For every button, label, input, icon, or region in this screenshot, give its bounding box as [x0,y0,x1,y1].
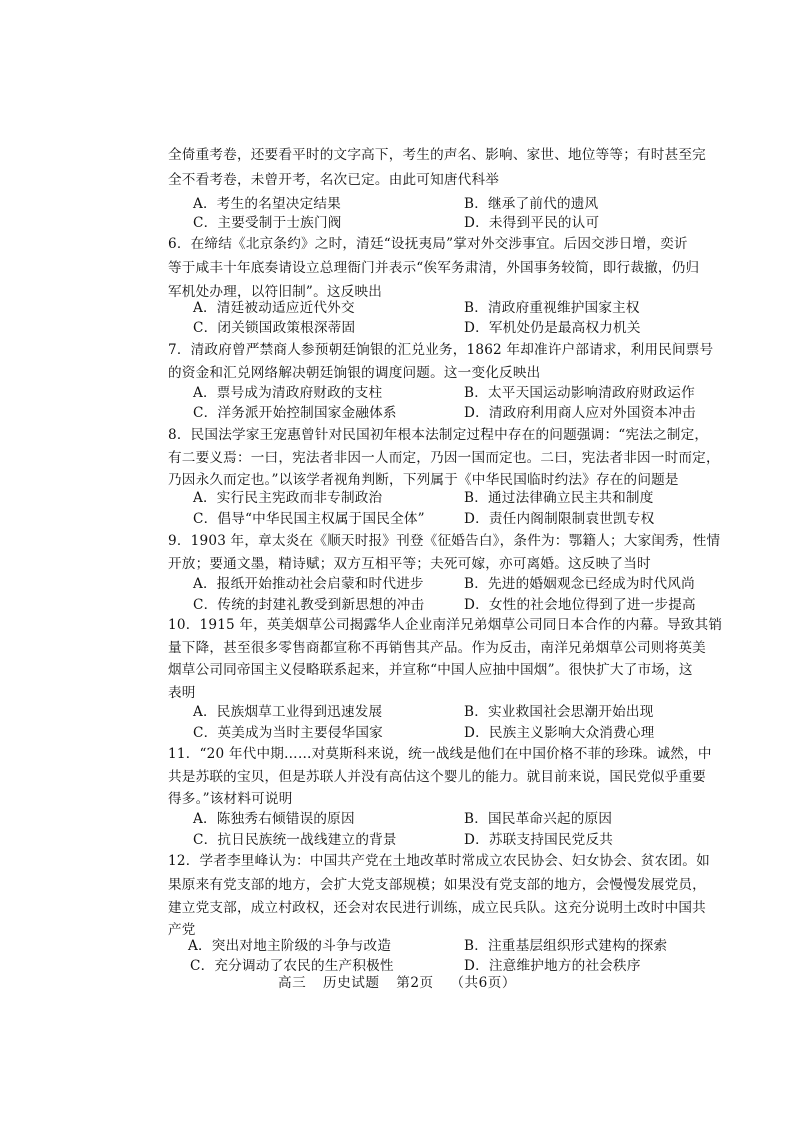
q6-option-a: A．清廷被动适应近代外交 [193,300,355,316]
q11-option-c: C．抗日民族统一战线建立的背景 [193,832,397,848]
q8-stem-line-1: 8．民国法学家王宠惠曾针对民国初年根本法制定过程中存在的问题强调：“宪法之制定， [168,427,709,443]
q10-stem-line-2: 量下降，甚至很多零售商都宣称不再销售其产品。作为反击，南洋兄弟烟草公司则将英美 [168,640,706,656]
q8-option-d: D．责任内阁制限制袁世凯专权 [464,511,655,527]
q10-option-a: A．民族烟草工业得到迅速发展 [193,704,383,720]
q12-option-b: B．注重基层组织形式建构的探索 [464,938,668,954]
q5-stem-line-1: 全倚重考卷，还要看平时的文字高下，考生的声名、影响、家世、地位等等；有时甚至完 [168,147,706,163]
q9-option-d: D．女性的社会地位得到了进一步提高 [464,597,696,613]
footer-grade: 高三 [278,975,307,991]
q10-option-d: D．民族主义影响大众消费心理 [464,725,655,741]
q12-option-a: A．突出对地主阶级的斗争与改造 [188,938,392,954]
q5-stem-line-2: 全不看考卷，未曾开考，名次已定。由此可知唐代科举 [168,172,500,188]
q7-stem-line-2: 的资金和汇兑网络解决朝廷饷银的调度问题。这一变化反映出 [168,365,541,381]
q7-option-a: A．票号成为清政府财政的支柱 [193,385,383,401]
q10-option-c: C．英美成为当时主要侵华国家 [193,725,383,741]
q11-option-d: D．苏联支持国民党反共 [464,832,614,848]
q11-option-a: A．陈独秀右倾错误的原因 [193,811,355,827]
q5-option-a: A．考生的名望决定结果 [193,196,341,212]
q9-option-a: A．报纸开始推动社会启蒙和时代进步 [193,576,424,592]
q6-option-d: D．军机处仍是最高权力机关 [464,320,641,336]
q6-option-b: B．清政府重视维护国家主权 [464,300,640,316]
footer-page-number: 第2页 [396,975,434,991]
q7-option-b: B．太平天国运动影响清政府财政运作 [464,385,695,401]
q12-stem-line-4: 产党 [168,922,196,938]
q6-stem-line-2: 等于咸丰十年底奏请设立总理衙门并表示“俟军务肃清，外国事务较简，即行裁撤，仍归 [168,260,700,276]
q12-option-d: D．注意维护地方的社会秩序 [464,958,641,974]
q8-stem-line-3: 乃因永久而定也。”以该学者视角判断，下列属于《中华民国临时约法》存在的问题是 [168,472,679,488]
q9-stem-line-1: 9．1903 年，章太炎在《顺天时报》刊登《征婚告白》，条件为：鄂籍人；大家闺秀，性情 [168,533,721,549]
q11-stem-line-2: 共是苏联的宝贝，但是苏联人并没有高估这个婴儿的能力。就目前来说，国民党似乎重要 [168,769,706,785]
q12-stem-line-2: 果原来有党支部的地方，会扩大党支部规模；如果没有党支部的地方，会慢慢发展党员， [168,877,706,893]
q10-stem-line-3: 烟草公司同帝国主义侵略联系起来，并宣称“中国人应抽中国烟”。很快扩大了市场，这 [168,662,693,678]
q6-stem-line-3: 军机处办理，以符旧制”。这反映出 [168,284,383,300]
q11-stem-line-1: 11．“20 年代中期……对莫斯科来说，统一战线是他们在中国价格不菲的珍珠。诚然，中 [168,746,712,762]
q6-stem-line-1: 6．在缔结《北京条约》之时，清廷“设抚夷局”掌对外交涉事宜。后因交涉日增，奕䜣 [168,236,688,252]
q6-option-c: C．闭关锁国政策根深蒂固 [193,320,356,336]
q5-option-c: C．主要受制于士族门阀 [193,215,342,231]
q12-option-c: C．充分调动了农民的生产积极性 [190,958,394,974]
q5-option-d: D．未得到平民的认可 [464,215,600,231]
q10-stem-line-4: 表明 [168,685,196,701]
q7-option-d: D．清政府利用商人应对外国资本冲击 [464,405,696,421]
q9-option-c: C．传统的封建礼教受到新思想的冲击 [193,597,425,613]
q8-option-a: A．实行民主宪政而非专制政治 [193,490,383,506]
q8-stem-line-2: 有二要义焉：一曰，宪法者非因一人而定，乃因一国而定也。二曰，宪法者非因一时而定， [168,450,720,466]
q9-option-b: B．先进的婚姻观念已经成为时代风尚 [464,576,695,592]
q11-option-b: B．国民革命兴起的原因 [464,811,613,827]
page-footer [0,973,794,993]
footer-subject: 历史试题 [323,975,380,991]
q8-option-b: B．通过法律确立民主共和制度 [464,490,654,506]
q9-stem-line-2: 开放；要通文墨，精诗赋；双方互相平等；夫死可嫁，亦可离婚。这反映了当时 [168,556,651,572]
q12-stem-line-3: 建立党支部，成立村政权，还会对农民进行训练，成立民兵队。这充分说明土改时中国共 [168,900,706,916]
q10-option-b: B．实业救国社会思潮开始出现 [464,704,654,720]
q11-stem-line-3: 得多。”该材料可说明 [168,791,293,807]
q10-stem-line-1: 10．1915 年，英美烟草公司揭露华人企业南洋兄弟烟草公司同日本合作的内幕。导致其销 [168,617,723,633]
q12-stem-line-1: 12．学者李里峰认为：中国共产党在土地改革时常成立农民协会、妇女协会、贫农团。如 [168,853,710,869]
q7-stem-line-1: 7．清政府曾严禁商人参预朝廷饷银的汇兑业务，1862 年却准许户部请求，利用民间票号 [168,342,714,358]
q5-option-b: B．继承了前代的遗风 [464,196,599,212]
footer-total-pages: （共6页） [450,975,516,991]
q7-option-c: C．洋务派开始控制国家金融体系 [193,405,397,421]
q8-option-c: C．倡导“中华民国主权属于国民全体” [193,511,425,527]
